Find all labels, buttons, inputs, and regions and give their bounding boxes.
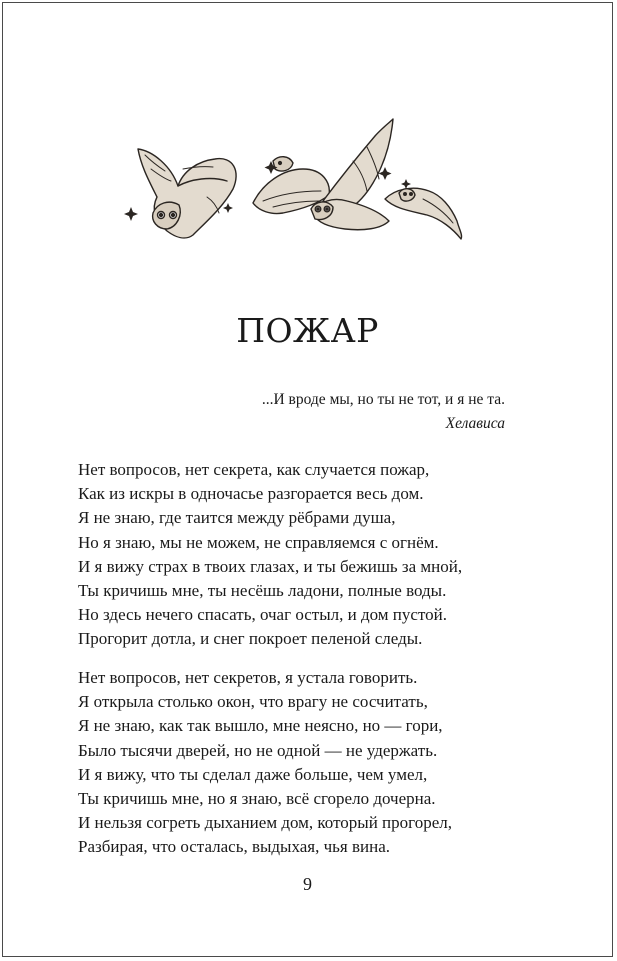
poem-title: ПОЖАР (236, 311, 379, 350)
poem-line: Ты кричишь мне, но я знаю, всё сгорело дочерна. (78, 789, 436, 809)
poem-line: Было тысячи дверей, но не одной — не удержать. (78, 740, 438, 760)
poem-line: Я не знаю, где таится между рёбрами душа, (78, 508, 396, 528)
epigraph-author: Хелависа (445, 415, 505, 432)
book-page (2, 2, 613, 957)
epigraph (262, 388, 505, 436)
poem-line: Я открыла столько окон, что врагу не сосчитать, (78, 692, 428, 712)
poem-line: Нет вопросов, нет секретов, я устала говорить. (78, 668, 418, 687)
poem-line: Прогорит дотла, и снег покроет пеленой следы. (78, 629, 423, 649)
epigraph-text: ...И вроде мы, но ты не тот, и я не та. (261, 391, 505, 408)
poem-line: Как из искры в одночасье разгорается весь дом. (78, 484, 424, 504)
poem-line: И я вижу страх в твоих глазах, и ты бежишь за мной, (78, 556, 463, 576)
stanza-2 (78, 666, 452, 860)
poem-line: И я вижу, что ты сделал даже больше, чем умел, (78, 764, 428, 784)
poem-line: Нет вопросов, нет секрета, как случается пожар, (78, 460, 430, 479)
page-number: 9 (303, 874, 312, 894)
poem-line: Я не знаю, как так вышло, мне неясно, но — гори, (78, 716, 443, 736)
owl-left-icon (138, 149, 236, 238)
poem-line: Но я знаю, мы не можем, не справляемся с огнём. (78, 532, 439, 552)
flying-owls-illustration (123, 111, 473, 251)
poem-line: Разбирая, что осталась, выдыхая, чья вина. (78, 837, 391, 857)
poem-line: Но здесь нечего спасать, очаг остыл, и дом пустой. (78, 605, 448, 625)
stanza-1 (78, 458, 462, 652)
poem-line: Ты кричишь мне, ты несёшь ладони, полные воды. (78, 581, 447, 601)
owl-far-right-icon (385, 188, 462, 239)
poem-line: И нельзя согреть дыханием дом, который прогорел, (78, 813, 452, 833)
